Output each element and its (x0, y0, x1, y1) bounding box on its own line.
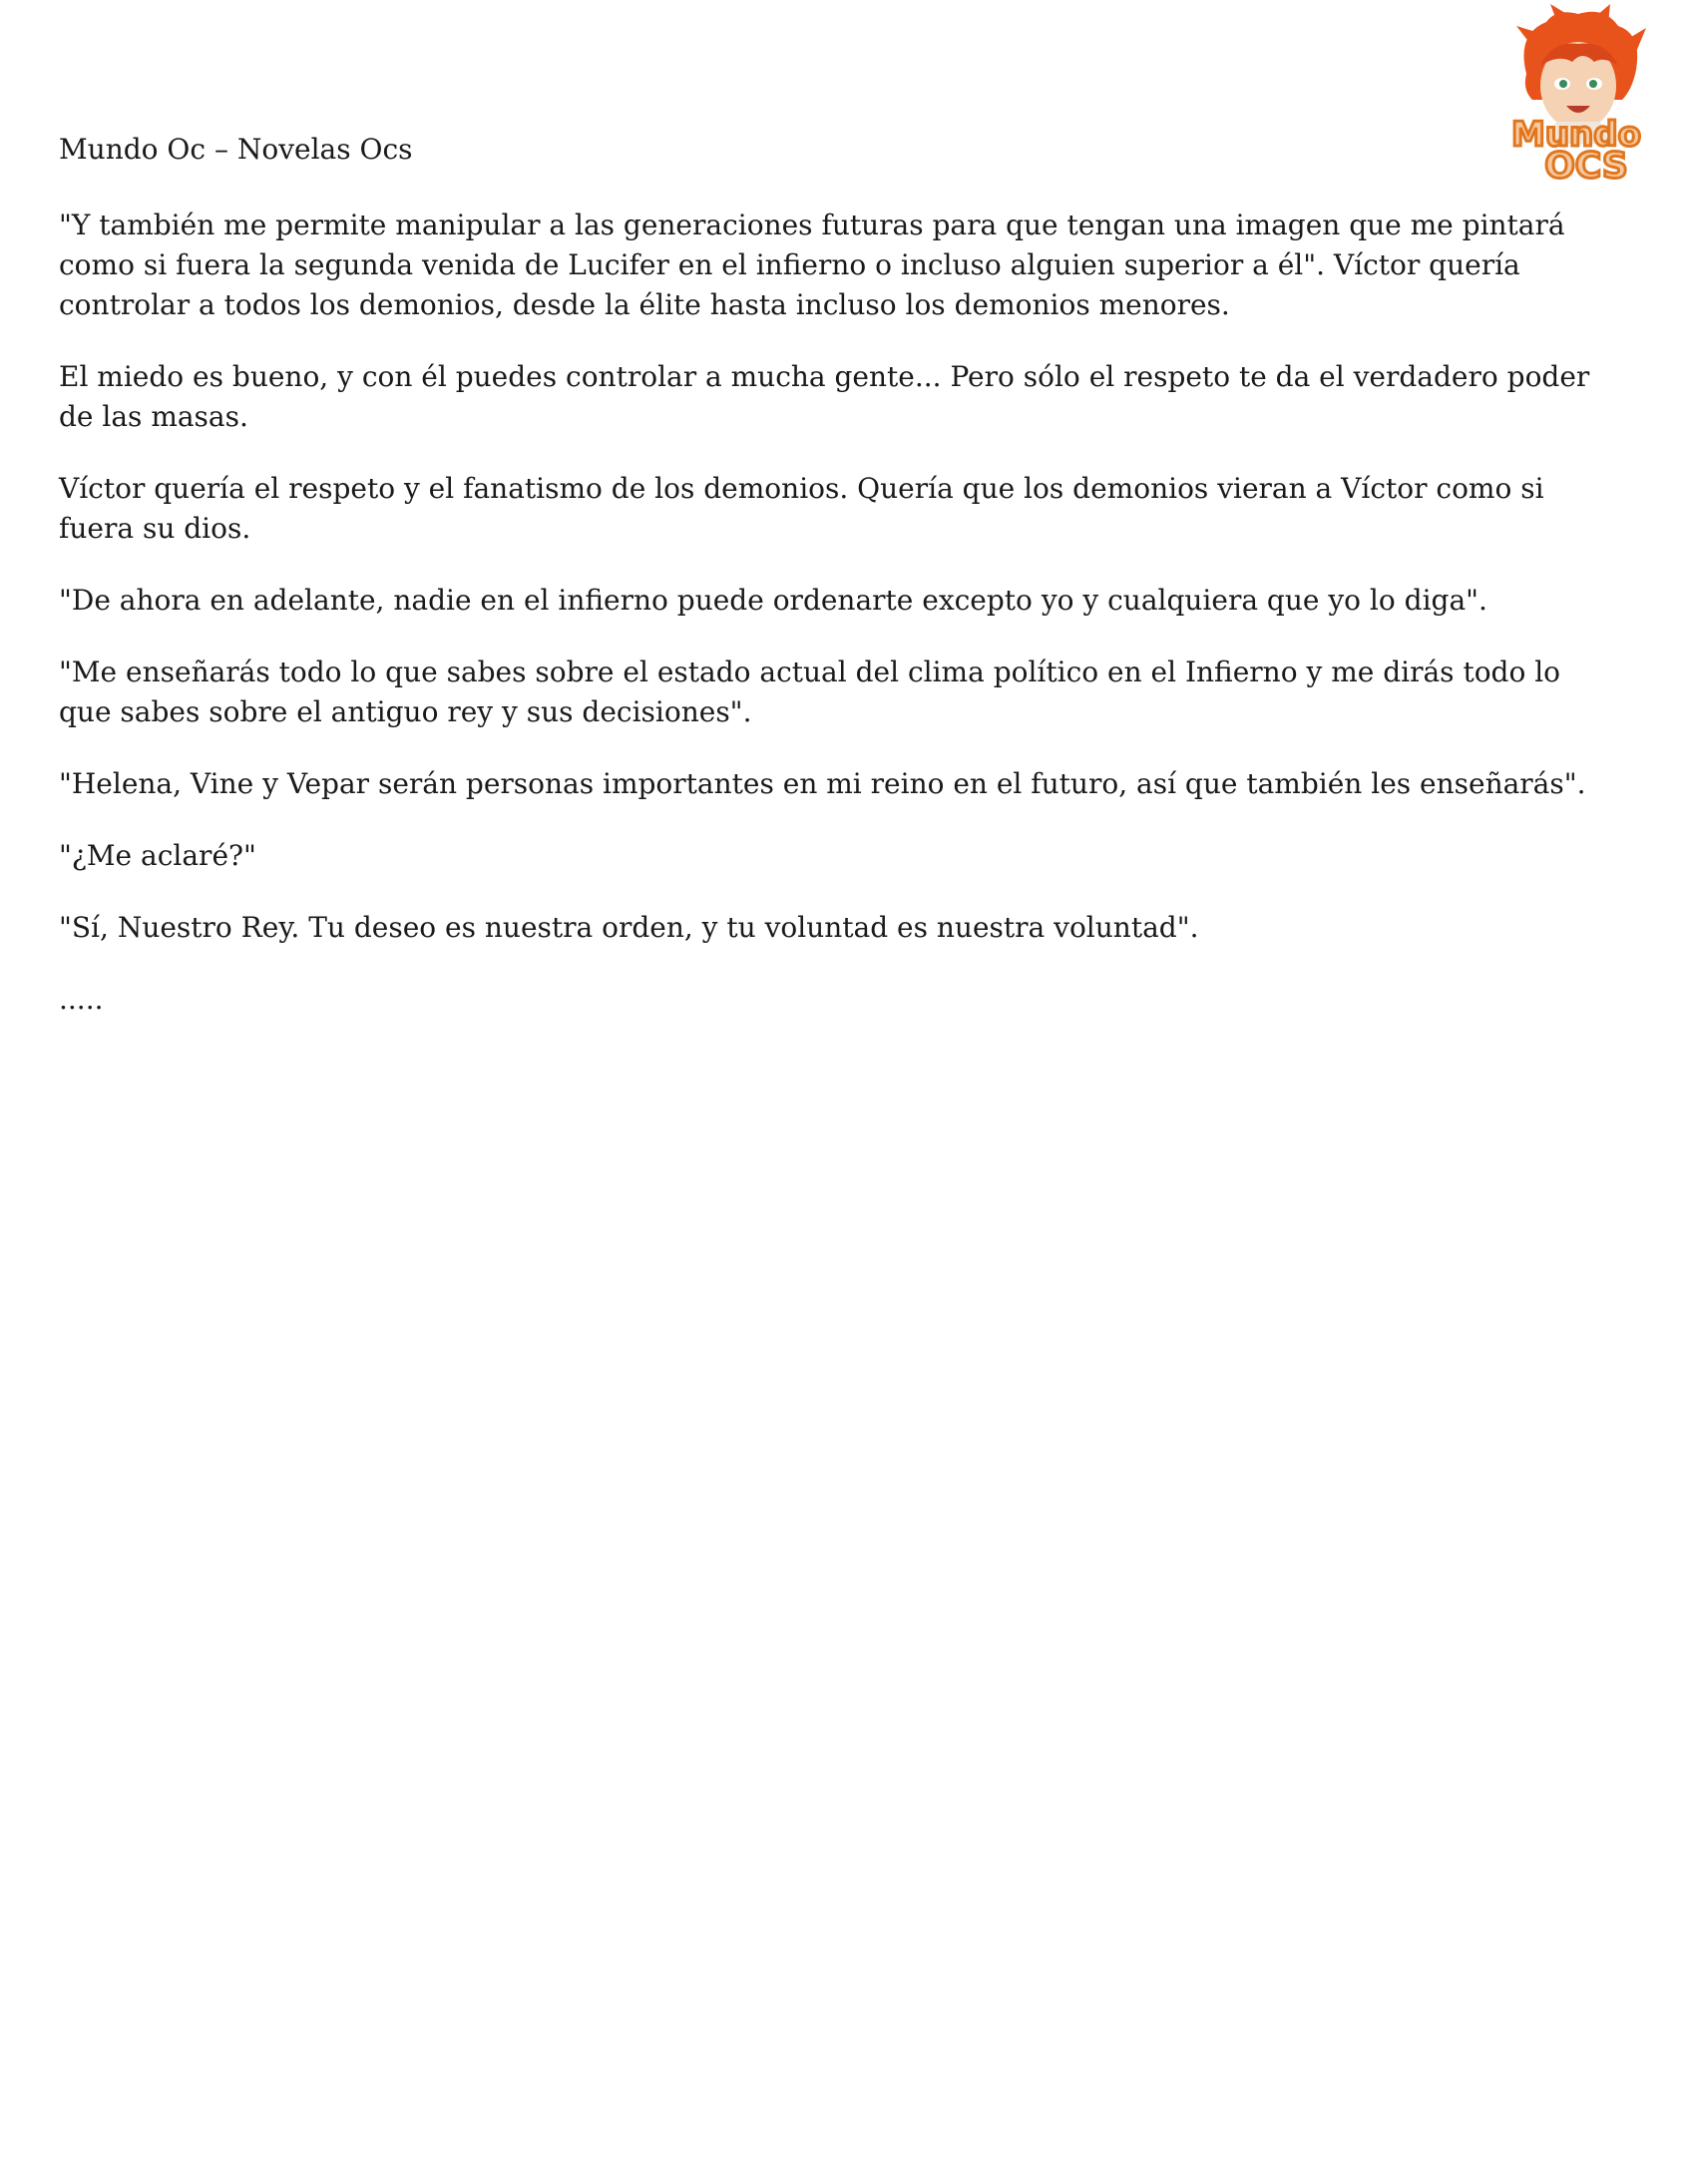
paragraph: "Y también me permite manipular a las generaciones futuras para que tengan una imagen que me pintará como si fuera la segunda venida de Lucifer en el infierno o incluso alguien superior a él". Víctor quería controlar a todos los demonios, desde la élite hasta incluso los demonios menores. (59, 209, 1565, 321)
paragraph: "Helena, Vine y Vepar serán personas importantes en mi reino en el futuro, así que también les enseñarás". (59, 767, 1586, 800)
document-body (59, 206, 1615, 1052)
paragraph: Víctor quería el respeto y el fanatismo de los demonios. Quería que los demonios vieran a Víctor como si fuera su dios. (59, 472, 1544, 545)
mundo-ocs-logo (1486, 4, 1666, 182)
logo-text-ocs: OCS (1544, 146, 1628, 182)
paragraph: El miedo es bueno, y con él puedes controlar a mucha gente... Pero sólo el respeto te da el verdadero poder de las masas. (59, 360, 1590, 433)
paragraph: "¿Me aclaré?" (59, 839, 256, 872)
paragraph: "De ahora en adelante, nadie en el infierno puede ordenarte excepto yo y cualquiera que yo lo diga". (59, 584, 1487, 617)
logo-text-mundo: Mundo (1511, 115, 1641, 155)
ellipsis-separator: ..... (59, 983, 104, 1016)
paragraph: "Sí, Nuestro Rey. Tu deseo es nuestra orden, y tu voluntad es nuestra voluntad". (59, 911, 1199, 944)
page-header: Mundo Oc – Novelas Ocs (59, 133, 413, 166)
paragraph: "Me enseñarás todo lo que sabes sobre el estado actual del clima político en el Infierno y me dirás todo lo que sabes sobre el antiguo rey y sus decisiones". (59, 655, 1561, 728)
